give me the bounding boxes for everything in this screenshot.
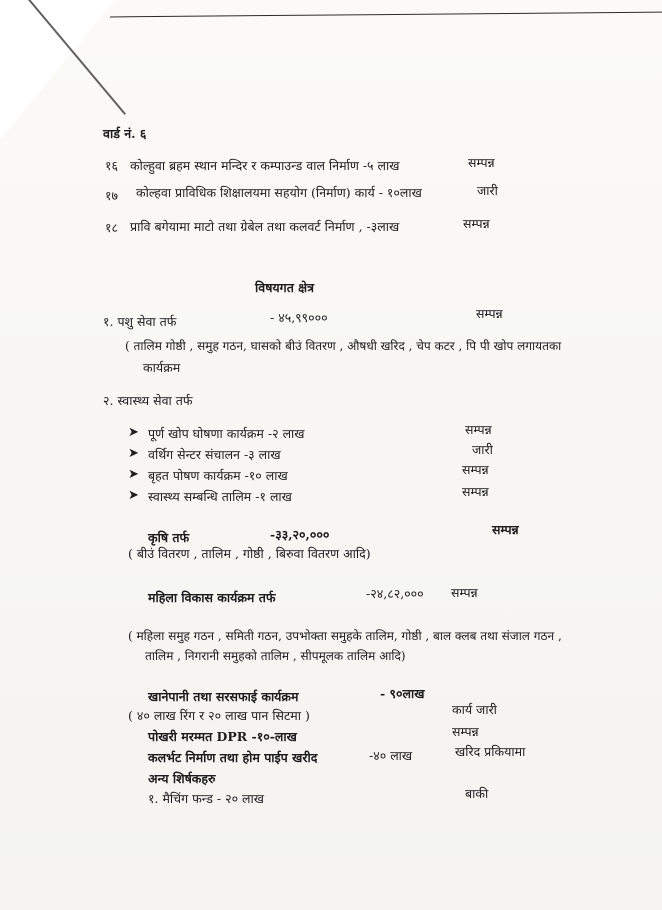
ward-item-no: १७: [105, 188, 119, 203]
livestock-status: सम्पन्न: [476, 306, 503, 321]
health-item-status: सम्पन्न: [462, 484, 489, 499]
water-line-2: पोखरी मरम्मत DPR -१०-लाख: [148, 729, 297, 744]
ward-item-status: जारी: [477, 183, 498, 198]
health-heading: २. स्वास्थ्य सेवा तर्फ: [103, 393, 193, 408]
agriculture-status: सम्पन्न: [492, 522, 519, 537]
water-line-3-amount: -४० लाख: [369, 748, 413, 763]
arrow-bullet-icon: ➤: [128, 488, 139, 503]
water-line-2-status: सम्पन्न: [452, 724, 479, 739]
water-heading: खानेपानी तथा सरसफाई कार्यक्रम: [148, 689, 299, 704]
health-item: बृहत पोषण कार्यक्रम -१० लाख: [148, 468, 288, 483]
livestock-desc: ( तालिम गोष्ठी , समुह गठन, घासको बीउं वितरण , औषधी खरिद , चेप कटर , पि पी खोप लगायतका: [125, 339, 562, 353]
ward-item-text: कोल्हुवा ब्रहम स्थान मन्दिर र कम्पाउन्ड वाल निर्माण -५ लाख: [130, 158, 400, 173]
arrow-bullet-icon: ➤: [128, 446, 139, 461]
health-item: पूर्ण खोप घोषणा कार्यक्रम -२ लाख: [148, 426, 305, 441]
water-line-3: कलर्भट निर्माण तथा होम पाईप खरीद: [148, 750, 318, 765]
health-item: स्वास्थ्य सम्बन्धि तालिम -१ लाख: [148, 489, 292, 504]
agriculture-desc: ( बीउं वितरण , तालिम , गोष्ठी , बिरुवा वितरण आदि): [128, 546, 371, 561]
others-heading: अन्य शिर्षकहरु: [148, 771, 216, 786]
arrow-bullet-icon: ➤: [128, 467, 139, 482]
agriculture-amount: -३३,२०,०००: [270, 527, 330, 542]
women-desc: ( महिला समुह गठन , समिती गठन, उपभोक्ता समुहके तालिम, गोष्ठी , बाल क्लब तथा संजाल गठन ,: [128, 629, 562, 643]
water-line-1-status: कार्य जारी: [452, 702, 497, 717]
folded-corner: [0, 0, 115, 140]
agriculture-heading: कृषि तर्फ: [148, 530, 190, 545]
page-top-edge: [110, 12, 662, 18]
arrow-bullet-icon: ➤: [128, 425, 139, 440]
health-item-status: सम्पन्न: [462, 462, 489, 477]
ward-item-text: कोल्हवा प्राविधिक शिक्षालयमा सहयोग (निर्माण) कार्य - १०लाख: [136, 185, 422, 200]
women-amount: -२४,८२,०००: [366, 586, 424, 601]
women-heading: महिला विकास कार्यक्रम तर्फ: [148, 590, 276, 605]
livestock-heading: १. पशु सेवा तर्फ: [103, 314, 177, 329]
livestock-desc-cont: कार्यक्रम: [143, 360, 181, 375]
ward-item-text: प्रावि बगेयामा माटो तथा ग्रेबेल तथा कलवर्ट निर्माण , -३लाख: [130, 219, 400, 234]
ward-item-no: १६: [105, 158, 119, 173]
water-amount: - ९०लाख: [380, 686, 425, 701]
others-item: १. मैचिंग फन्ड - २० लाख: [148, 791, 264, 806]
health-item-status: सम्पन्न: [465, 422, 492, 437]
water-line-3-status: खरिद प्रकियामा: [455, 744, 526, 759]
livestock-amount: - ४५,९९०००: [270, 310, 328, 325]
women-desc-cont: तालिम , निगरानी समुहको तालिम , सीपमूलक तालिम आदि): [145, 649, 406, 663]
ward-item-status: सम्पन्न: [463, 216, 490, 231]
ward-item-status: सम्पन्न: [468, 155, 495, 170]
women-status: सम्पन्न: [451, 585, 478, 600]
ward-heading: वार्ड नं. ६: [103, 126, 147, 141]
health-item-status: जारी: [472, 442, 493, 457]
others-item-status: बाकी: [465, 786, 489, 801]
ward-item-no: १८: [105, 220, 119, 235]
water-line-1: ( ४० लाख रिंग र २० लाख पान सिटमा ): [128, 708, 310, 723]
health-item: वर्थिग सेन्टर संचालन -३ लाख: [148, 447, 281, 462]
section-title: विषयगत क्षेत्र: [255, 280, 315, 295]
